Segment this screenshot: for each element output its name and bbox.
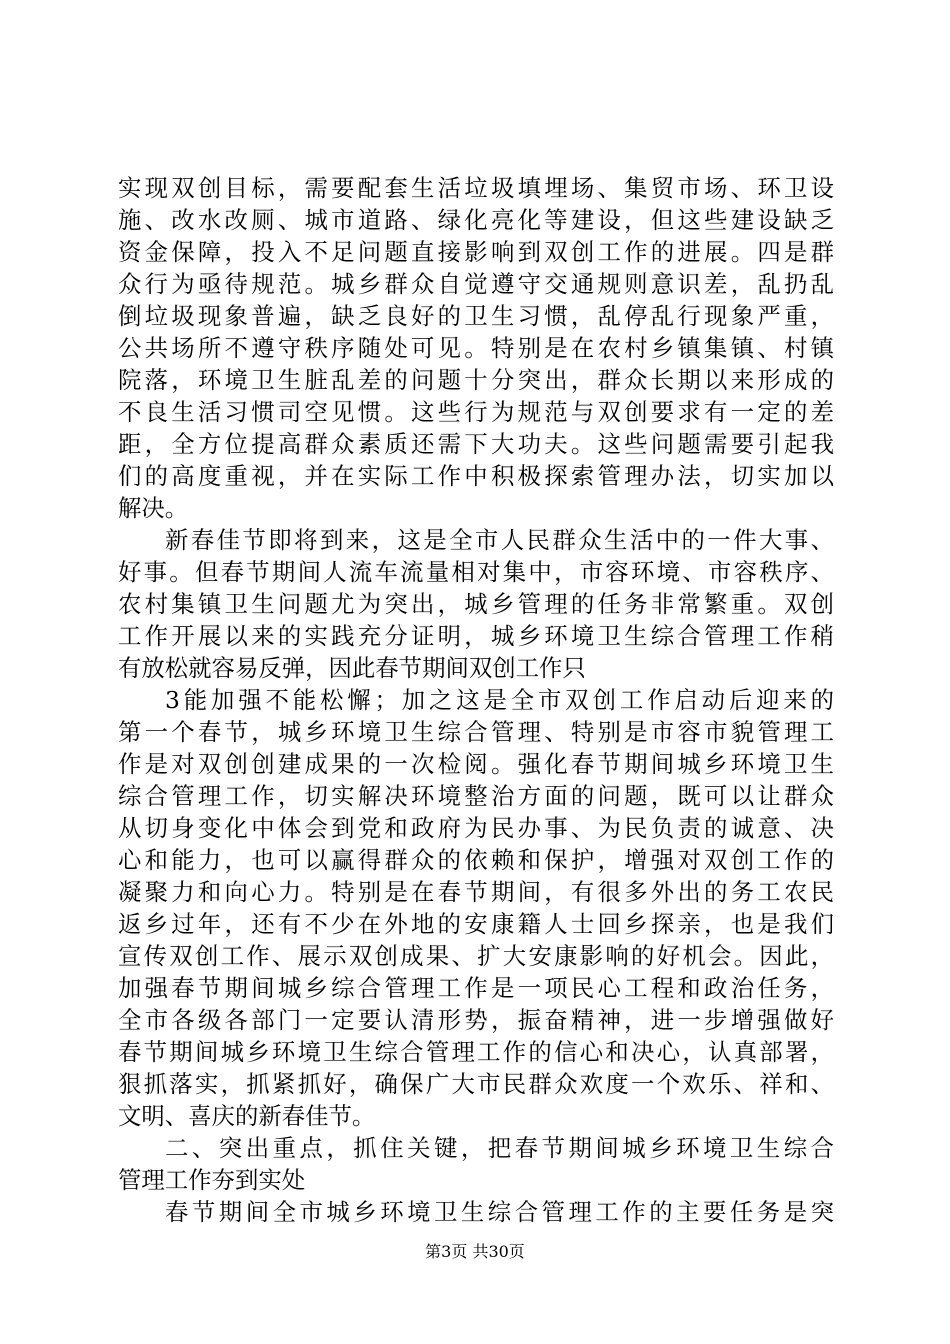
text-line: 不良生活习惯司空见惯。这些行为规范与双创要求有一定的差 bbox=[118, 398, 834, 426]
paragraph-start-line: 3能加强不能松懈；加之这是全市双创工作启动后迎来的 bbox=[165, 686, 834, 714]
text-line: 资金保障，投入不足问题直接影响到双创工作的进展。四是群 bbox=[118, 238, 834, 266]
text-line: 从切身变化中体会到党和政府为民办事、为民负责的诚意、决 bbox=[118, 814, 834, 842]
text-line: 综合管理工作，切实解决环境整治方面的问题，既可以让群众 bbox=[118, 782, 834, 810]
text-line: 好事。但春节期间人流车流量相对集中，市容环境、市容秩序、 bbox=[118, 558, 834, 586]
text-line: 春节期间城乡环境卫生综合管理工作的信心和决心，认真部署， bbox=[118, 1038, 834, 1066]
text-line: 文明、喜庆的新春佳节。 bbox=[118, 1102, 376, 1130]
text-line: 距，全方位提高群众素质还需下大功夫。这些问题需要引起我 bbox=[118, 430, 834, 458]
text-line: 院落，环境卫生脏乱差的问题十分突出，群众长期以来形成的 bbox=[118, 366, 834, 394]
text-line: 有放松就容易反弹，因此春节期间双创工作只 bbox=[118, 654, 586, 682]
text-line: 众行为亟待规范。城乡群众自觉遵守交通规则意识差，乱扔乱 bbox=[118, 270, 834, 298]
text-line: 全市各级各部门一定要认清形势，振奋精神，进一步增强做好 bbox=[118, 1006, 834, 1034]
section-heading-line: 管理工作夯到实处 bbox=[118, 1166, 306, 1194]
text-line: 公共场所不遵守秩序随处可见。特别是在农村乡镇集镇、村镇 bbox=[118, 334, 834, 362]
paragraph-start-line: 春节期间全市城乡环境卫生综合管理工作的主要任务是突 bbox=[165, 1198, 834, 1226]
text-line: 作是对双创创建成果的一次检阅。强化春节期间城乡环境卫生 bbox=[118, 750, 834, 778]
section-heading-line: 二、突出重点，抓住关键，把春节期间城乡环境卫生综合 bbox=[165, 1134, 834, 1162]
text-line: 返乡过年，还有不少在外地的安康籍人士回乡探亲，也是我们 bbox=[118, 910, 834, 938]
text-line: 加强春节期间城乡综合管理工作是一项民心工程和政治任务， bbox=[118, 974, 834, 1002]
text-line: 实现双创目标，需要配套生活垃圾填埋场、集贸市场、环卫设 bbox=[118, 174, 834, 202]
text-line: 解决。 bbox=[118, 494, 189, 522]
text-line: 凝聚力和向心力。特别是在春节期间，有很多外出的务工农民 bbox=[118, 878, 834, 906]
body-text bbox=[118, 172, 834, 1228]
text-line: 第一个春节，城乡环境卫生综合管理、特别是市容市貌管理工 bbox=[118, 718, 834, 746]
text-line: 工作开展以来的实践充分证明，城乡环境卫生综合管理工作稍 bbox=[118, 622, 834, 650]
text-line: 狠抓落实，抓紧抓好，确保广大市民群众欢度一个欢乐、祥和、 bbox=[118, 1070, 834, 1098]
text-line: 农村集镇卫生问题尤为突出，城乡管理的任务非常繁重。双创 bbox=[118, 590, 834, 618]
text-line: 倒垃圾现象普遍，缺乏良好的卫生习惯，乱停乱行现象严重， bbox=[118, 302, 834, 330]
text-line: 们的高度重视，并在实际工作中积极探索管理办法，切实加以 bbox=[118, 462, 834, 490]
text-line: 心和能力，也可以赢得群众的依赖和保护，增强对双创工作的 bbox=[118, 846, 834, 874]
paragraph-start-line: 新春佳节即将到来，这是全市人民群众生活中的一件大事、 bbox=[165, 526, 834, 554]
page-number-footer: 第3页 共30页 bbox=[425, 1242, 525, 1261]
text-line: 施、改水改厕、城市道路、绿化亮化等建设，但这些建设缺乏 bbox=[118, 206, 834, 234]
text-line: 宣传双创工作、展示双创成果、扩大安康影响的好机会。因此， bbox=[118, 942, 834, 970]
